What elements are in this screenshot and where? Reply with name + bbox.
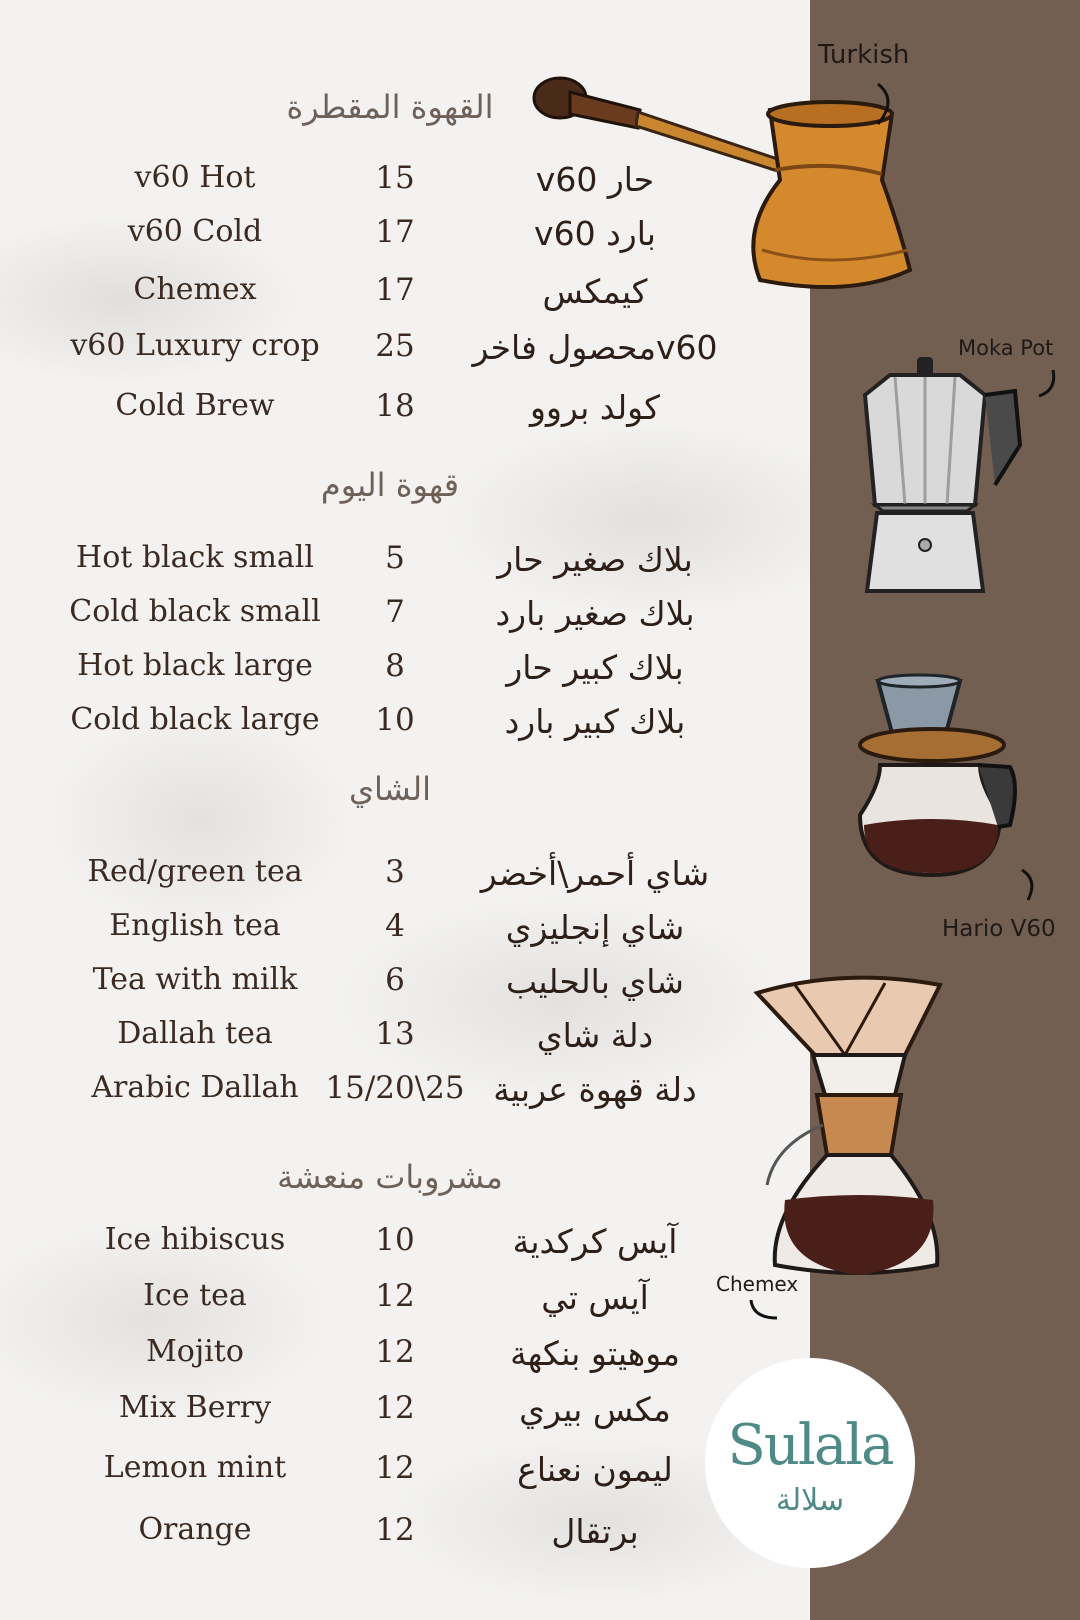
item-price: 15 <box>375 160 415 196</box>
section-title-drip-coffee: القهوة المقطرة <box>286 88 494 126</box>
item-name-en: Arabic Dallah <box>91 1070 299 1105</box>
brand-logo <box>705 1358 915 1568</box>
moka-pot-illustration <box>855 355 1025 595</box>
menu-row <box>0 1450 780 1498</box>
item-name-ar: شاي بالحليب <box>506 962 684 1001</box>
turkish-pot-illustration <box>530 70 920 310</box>
item-name-ar: بلاك صغير حار <box>497 540 693 579</box>
menu-row <box>0 908 780 956</box>
item-price: 15/20\25 <box>325 1070 465 1106</box>
chemex-illustration <box>755 975 945 1285</box>
item-name-ar: شاي أحمر\أخضر <box>480 854 710 893</box>
item-name-ar: محصول فاخرv60 <box>472 328 718 367</box>
item-name-ar: دلة قهوة عربية <box>493 1070 697 1109</box>
item-price: 12 <box>375 1390 415 1426</box>
item-name-en: v60 Hot <box>134 160 256 195</box>
item-name-en: Cold black small <box>69 594 321 629</box>
item-name-en: Red/green tea <box>87 854 303 889</box>
turkish-label: Turkish <box>818 40 910 70</box>
item-name-en: v60 Cold <box>127 214 263 249</box>
section-title-refreshers: مشروبات منعشة <box>277 1158 503 1196</box>
item-price: 5 <box>385 540 405 576</box>
item-name-ar: كولد بروو <box>530 388 660 427</box>
item-name-ar: كيمكس <box>542 272 648 311</box>
item-price: 12 <box>375 1334 415 1370</box>
item-name-ar: آيس تي <box>541 1278 649 1317</box>
section-title-coffee-of-day: قهوة اليوم <box>320 466 460 504</box>
item-name-en: Lemon mint <box>103 1450 287 1485</box>
item-name-ar: آيس كركدية <box>512 1222 678 1261</box>
item-name-en: Mix Berry <box>118 1390 272 1425</box>
item-name-ar: مكس بيري <box>519 1390 671 1429</box>
menu-row <box>0 1278 780 1326</box>
item-name-en: Ice tea <box>143 1278 247 1313</box>
item-name-ar: بلاك كبير حار <box>506 648 684 687</box>
item-name-en: Ice hibiscus <box>104 1222 286 1257</box>
hario-v60-label: Hario V60 <box>942 916 1056 942</box>
item-price: 8 <box>385 648 405 684</box>
item-name-en: Mojito <box>146 1334 244 1369</box>
item-price: 10 <box>375 1222 415 1258</box>
turkish-pointer-icon <box>870 80 910 130</box>
menu-row <box>0 328 780 376</box>
section-title-tea: الشاي <box>349 770 431 808</box>
item-name-ar: بلاك صغير بارد <box>495 594 695 633</box>
item-name-ar: v60 بارد <box>534 214 656 253</box>
chemex-pointer-icon <box>745 1296 785 1326</box>
menu-row <box>0 1512 780 1560</box>
item-name-en: Cold Brew <box>115 388 275 423</box>
item-price: 6 <box>385 962 405 998</box>
chemex-label: Chemex <box>716 1272 799 1296</box>
item-name-en: Orange <box>138 1512 252 1547</box>
item-name-ar: ليمون نعناع <box>517 1450 673 1489</box>
logo-latin-text: Sulala <box>727 1413 893 1478</box>
item-name-ar: دلة شاي <box>536 1016 654 1055</box>
item-name-en: Chemex <box>133 272 257 307</box>
menu-row <box>0 648 780 696</box>
item-name-ar: شاي إنجليزي <box>505 908 685 947</box>
menu-row <box>0 1334 780 1382</box>
menu-row <box>0 702 780 750</box>
moka-pot-label: Moka Pot <box>958 336 1054 360</box>
item-name-en: Hot black large <box>77 648 313 683</box>
item-name-en: Hot black small <box>76 540 314 575</box>
moka-pointer-icon <box>1035 366 1065 406</box>
item-name-en: v60 Luxury crop <box>70 328 320 363</box>
menu-row <box>0 1222 780 1270</box>
menu-row <box>0 1390 780 1438</box>
item-price: 7 <box>385 594 405 630</box>
item-name-ar: v60 حار <box>535 160 655 199</box>
item-name-en: English tea <box>109 908 281 943</box>
item-price: 4 <box>385 908 405 944</box>
logo-arabic-text: سلالة <box>775 1483 845 1518</box>
item-price: 12 <box>375 1512 415 1548</box>
item-price: 10 <box>375 702 415 738</box>
hario-v60-illustration <box>850 675 1025 895</box>
menu-row <box>0 1016 780 1064</box>
menu-row <box>0 594 780 642</box>
menu-row <box>0 962 780 1010</box>
menu-row <box>0 540 780 588</box>
item-name-ar: بلاك كبير بارد <box>504 702 686 741</box>
menu-row <box>0 1070 780 1118</box>
item-name-ar: موهيتو بنكهة <box>510 1334 680 1373</box>
v60-pointer-icon <box>1018 866 1048 906</box>
item-price: 12 <box>375 1450 415 1486</box>
menu-row <box>0 388 780 436</box>
item-price: 25 <box>375 328 415 364</box>
item-name-en: Tea with milk <box>92 962 298 997</box>
item-price: 12 <box>375 1278 415 1314</box>
item-price: 17 <box>375 214 415 250</box>
item-name-en: Cold black large <box>70 702 320 737</box>
menu-row <box>0 854 780 902</box>
item-price: 13 <box>375 1016 415 1052</box>
item-name-en: Dallah tea <box>117 1016 273 1051</box>
item-price: 3 <box>385 854 405 890</box>
item-name-ar: برتقال <box>551 1512 639 1551</box>
item-price: 17 <box>375 272 415 308</box>
item-price: 18 <box>375 388 415 424</box>
